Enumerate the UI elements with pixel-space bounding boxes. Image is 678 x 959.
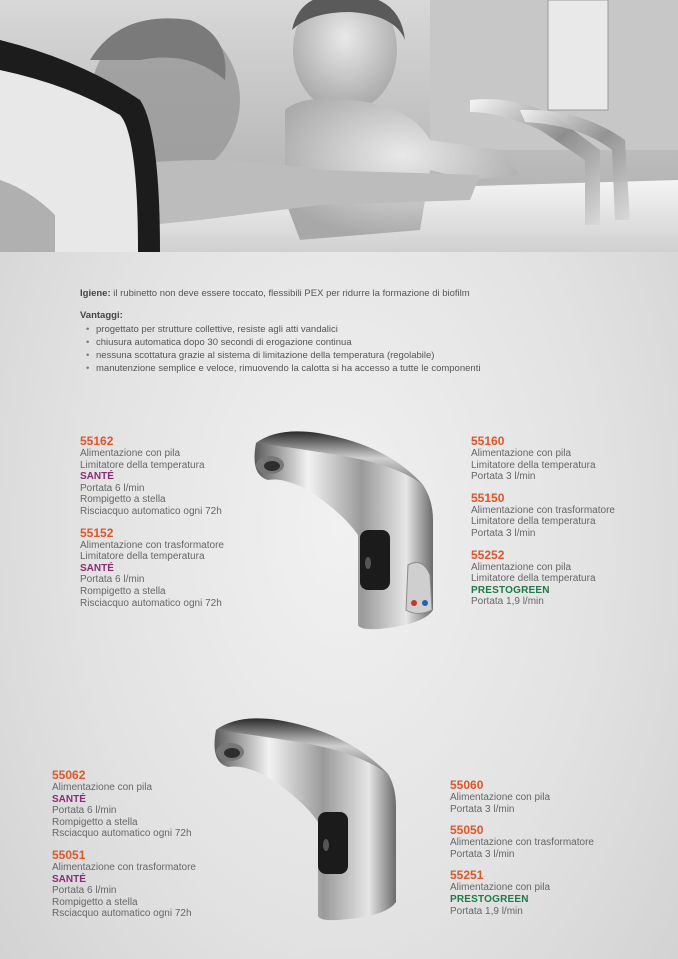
product-spec: Portata 1,9 l/min: [450, 905, 523, 917]
product-spec: Alimentazione con trasformatore: [52, 861, 196, 873]
product-55150: [471, 491, 615, 540]
products-top-left: [80, 434, 224, 617]
product-spec: Alimentazione con pila: [450, 882, 551, 894]
vantaggi-item: • manutenzione semplice e veloce, rimuovendo la calotta si ha accesso a tutte le componenti: [86, 362, 640, 375]
product-spec: Alimentazione con trasformatore: [471, 504, 615, 516]
product-code: 55060: [450, 778, 484, 792]
product-55251: [450, 868, 594, 917]
product-code: 55162: [80, 434, 114, 448]
vantaggi-item: • progettato per strutture collettive, resiste agli atti vandalici: [86, 323, 640, 336]
product-code: 55051: [52, 847, 86, 862]
prestogreen-tag: PRESTOGREEN: [450, 893, 529, 905]
product-55252: [471, 548, 615, 608]
product-spec: Portata 6 l/min: [52, 885, 117, 897]
product-spec: Portata 3 l/min: [471, 471, 536, 483]
product-code: 55150: [471, 490, 505, 505]
igiene-label: Igiene:: [80, 288, 111, 299]
product-spec: Rompigetto a stella: [52, 896, 138, 908]
product-spec: Portata 6 l/min: [52, 805, 117, 817]
product-55152: [80, 526, 224, 610]
hero-photo: [0, 0, 678, 252]
sante-tag: SANTÉ: [80, 562, 114, 574]
product-spec: Rompigetto a stella: [52, 816, 138, 828]
product-spec: Alimentazione con pila: [471, 561, 572, 573]
product-spec: Portata 3 l/min: [450, 848, 515, 860]
product-spec: Alimentazione con pila: [471, 448, 572, 459]
sante-tag: SANTÉ: [80, 471, 114, 483]
product-55060: [450, 778, 594, 815]
product-spec: Alimentazione con trasformatore: [80, 539, 224, 551]
product-55050: [450, 823, 594, 860]
product-spec: Portata 6 l/min: [80, 574, 145, 586]
product-spec: Risciacquo automatico ogni 72h: [80, 505, 222, 517]
products-bottom-right: [450, 778, 594, 925]
product-code: 55251: [450, 868, 484, 883]
product-spec: Rompigetto a stella: [80, 494, 166, 506]
product-55062: [52, 768, 196, 840]
product-spec: Portata 6 l/min: [80, 482, 145, 494]
products-top-right: [471, 434, 615, 616]
vantaggi-list: [80, 323, 640, 375]
product-spec: Alimentazione con pila: [450, 792, 551, 803]
igiene-text: il rubinetto non deve essere toccato, flessibili PEX per ridurre la formazione di biofilm: [110, 288, 470, 299]
product-spec: Rsciacquo automatico ogni 72h: [52, 828, 192, 840]
product-55160: [471, 434, 615, 483]
vantaggi-label: Vantaggi:: [80, 310, 123, 321]
product-55051: [52, 848, 196, 920]
product-spec: Alimentazione con pila: [80, 448, 181, 459]
product-code: 55160: [471, 434, 505, 448]
product-spec: Limitatore della temperatura: [471, 573, 596, 585]
product-spec: Portata 1,9 l/min: [471, 596, 544, 608]
vantaggi-item: • chiusura automatica dopo 30 secondi di erogazione continua: [86, 336, 640, 349]
sante-tag: SANTÉ: [52, 793, 86, 805]
vantaggi-item: • nessuna scottatura grazie al sistema di limitazione della temperatura (regolabile): [86, 349, 640, 362]
product-spec: Limitatore della temperatura: [471, 516, 596, 528]
product-code: 55252: [471, 547, 505, 562]
product-55162: [80, 434, 224, 518]
igiene-paragraph: [80, 287, 640, 300]
sante-tag: SANTÉ: [52, 873, 86, 885]
product-code: 55152: [80, 525, 114, 540]
product-spec: Alimentazione con pila: [52, 782, 153, 793]
product-spec: Risciacquo automatico ogni 72h: [80, 597, 222, 609]
product-code: 55050: [450, 823, 484, 838]
intro-section: [80, 287, 640, 375]
product-spec: Rompigetto a stella: [80, 585, 166, 597]
product-spec: Limitatore della temperatura: [80, 459, 205, 471]
faucet-with-limiter-image: [248, 425, 438, 635]
products-bottom-left: [52, 768, 196, 928]
product-spec: Portata 3 l/min: [471, 527, 536, 539]
product-spec: Portata 3 l/min: [450, 803, 515, 815]
product-spec: Limitatore della temperatura: [471, 459, 596, 471]
prestogreen-tag: PRESTOGREEN: [471, 584, 550, 596]
product-code: 55062: [52, 768, 86, 782]
faucet-image: [208, 712, 398, 922]
hero-photo-illustration: [0, 0, 678, 252]
product-spec: Rsciacquo automatico ogni 72h: [52, 908, 192, 920]
product-spec: Limitatore della temperatura: [80, 551, 205, 563]
product-spec: Alimentazione con trasformatore: [450, 837, 594, 849]
